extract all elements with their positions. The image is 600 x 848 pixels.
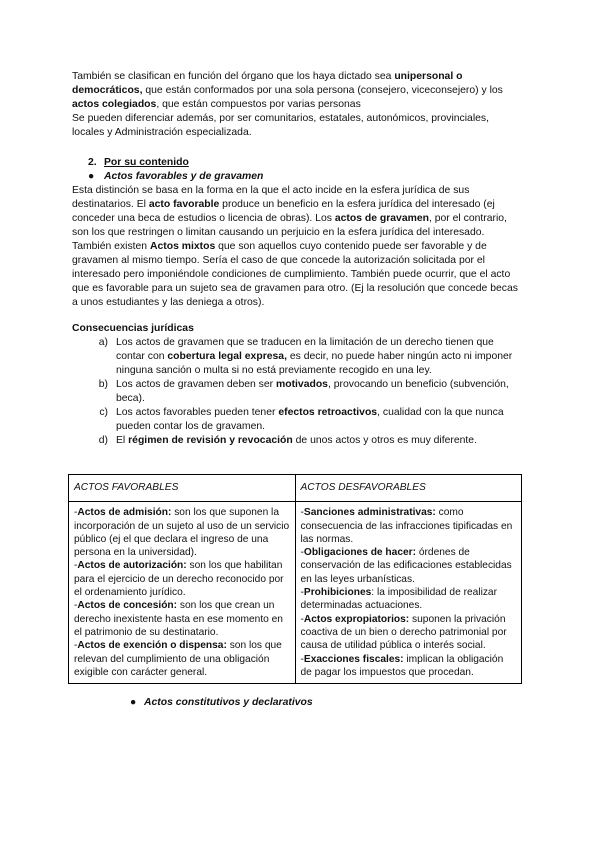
text-run: , por el contrario, son los que restringen o limitan causando un perjuicio en la esfera jurídica del interesado. También existen (72, 213, 507, 252)
consequences-heading: Consecuencias jurídicas (72, 323, 194, 334)
bold-term: actos colegiados (72, 99, 157, 110)
text-run: También se clasifican en función del órgano que los haya dictado sea (72, 71, 395, 82)
entry-text: implican la obligación de pagar los impuestos que procedan. (300, 653, 504, 678)
table-header-row (69, 475, 522, 502)
bottom-subsection-heading (72, 696, 522, 710)
entry-text: son los que crean un derecho inexistente hasta en ese momento en el patrimonio de su destinatario. (74, 600, 283, 638)
subsection-heading (72, 170, 522, 184)
table-entry: -Actos de admisión: son los que suponen la incorporación de un sujeto al uso de un servicio público (ej el que declara el ingreso de una persona en la universidad). (74, 507, 290, 559)
list-marker: c) (99, 407, 108, 418)
table-entry: -Obligaciones de hacer: órdenes de conservación de las edificaciones establecidas en las leyes urbanísticas. (300, 547, 512, 585)
entry-label: Actos expropiatorios: (303, 613, 410, 625)
entry-label: Actos de concesión: (77, 600, 178, 612)
section-paragraph (72, 184, 522, 310)
table-entry: -Actos expropiatorios: suponen la privación coactiva de un bien o derecho patrimonial por causa de utilidad pública o interés social. (300, 613, 507, 652)
entry-text: son los que suponen la incorporación de un sujeto al uso de un servicio público (ej el que declara el ingreso de una persona en la universidad). (74, 507, 290, 559)
text-run: Los actos de gravamen que se traducen en la limitación de un derecho tienen que contar con (116, 337, 494, 362)
entry-label: Actos de autorización: (77, 560, 187, 572)
table-header-desfavorables: ACTOS DESFAVORABLES (295, 475, 522, 502)
table-entry: -Actos de concesión: son los que crean un derecho inexistente hasta en ese momento en el patrimonio de su destinatario. (74, 600, 283, 638)
text-run: Los actos favorables pueden tener (116, 407, 279, 418)
text-run: El (116, 435, 129, 446)
bold-term: actos de gravamen (334, 213, 429, 224)
list-marker: d) (98, 435, 108, 446)
list-item (72, 434, 522, 448)
text-run: Esta distinción se basa en la forma en la que el acto incide en la esfera jurídica de sus destinatarios. El (72, 185, 470, 210)
entry-text: son los que relevan del cumplimiento de una obligación exigible con carácter general. (74, 640, 282, 678)
intro-paragraph-2: Se pueden diferenciar además, por ser comunitarios, estatales, autonómicos, provinciales, locales y Administración especializada. (72, 113, 490, 138)
list-item (72, 378, 522, 406)
entry-label: Actos de exención o dispensa: (77, 640, 227, 652)
table-entry: -Actos de autorización: son los que habilitan para el ejercicio de un derecho reconocido por el ordenamiento jurídico. (74, 560, 284, 599)
entry-label: Prohibiciones (303, 587, 372, 599)
list-marker: b) (98, 379, 108, 390)
desfavorables-cell (295, 502, 522, 684)
bold-term: unipersonal o democráticos, (72, 71, 463, 96)
entry-text: como consecuencia de las infracciones tipificadas en las normas. (300, 507, 513, 545)
bold-term: motivados (276, 379, 328, 390)
entry-text: : la imposibilidad de realizar determinadas actuaciones. (300, 587, 497, 612)
bold-term: Actos mixtos (149, 241, 216, 252)
bold-term: acto favorable (148, 199, 220, 210)
table-entry: -Actos de exención o dispensa: son los que relevan del cumplimiento de una obligación exigible con carácter general. (74, 640, 282, 678)
list-item (72, 336, 522, 378)
text-run: es decir, no puede haber ningún acto ni imponer ninguna sanción o multa si no está previamente recogido en una ley. (116, 351, 513, 376)
section-heading (72, 156, 522, 170)
table-entry: -Exacciones fiscales: implican la obligación de pagar los impuestos que procedan. (300, 653, 504, 678)
section-title: Por su contenido (104, 157, 189, 168)
text-run: , cualidad con la que nunca pueden contar los de gravamen. (116, 407, 504, 432)
text-run: Los actos de gravamen deben ser (116, 379, 276, 390)
entry-label: Actos de admisión: (77, 507, 172, 519)
document-page (72, 70, 522, 710)
entry-text: son los que habilitan para el ejercicio de un derecho reconocido por el ordenamiento jurídico. (74, 560, 284, 599)
entry-label: Sanciones administrativas: (303, 507, 436, 519)
table-header-favorables: ACTOS FAVORABLES (69, 475, 296, 502)
list-marker: a) (98, 337, 108, 348)
entry-text: suponen la privación coactiva de un bien o derecho patrimonial por causa de utilidad pública o interés social. (300, 613, 507, 652)
entry-label: Obligaciones de hacer: (303, 547, 417, 559)
text-run: , provocando un beneficio (subvención, beca). (116, 379, 509, 404)
table-row (69, 502, 522, 684)
consequences-list (72, 336, 522, 448)
entry-text: órdenes de conservación de las edificaciones establecidas en las leyes urbanísticas. (300, 547, 512, 585)
text-run: produce un beneficio en la esfera jurídica del interesado (ej conceder una beca de estudios o licencia de obras). Los (72, 199, 495, 224)
text-run: , que están compuestos por varias personas (156, 99, 361, 110)
text-run: de unos actos y otros es muy diferente. (292, 435, 477, 446)
bold-term: cobertura legal expresa, (167, 351, 287, 362)
subsection-title: Actos constitutivos y declarativos (144, 697, 313, 709)
text-run: que son aquellos cuyo contenido puede ser favorable y de gravamen al mismo tiempo. Sería el caso de que concede la autorización solicitada por el interesado pero imponiéndole condiciones de cumplimiento. También puede ocurrir, que el acto que es favorable para un sujeto sea de gravamen para otro. (Ej la resolución que concede becas a unos estudiantes y las deniega a otros). (72, 241, 518, 308)
table-entry: -Prohibiciones: la imposibilidad de realizar determinadas actuaciones. (300, 587, 497, 612)
bold-term: régimen de revisión y revocación (128, 435, 293, 446)
list-item (72, 406, 522, 434)
bullet-icon: ● (130, 697, 137, 709)
subsection-title: Actos favorables y de gravamen (104, 171, 264, 182)
favorables-cell (69, 502, 296, 684)
table-entry: -Sanciones administrativas: como consecuencia de las infracciones tipificadas en las normas. (300, 507, 513, 545)
entry-label: Exacciones fiscales: (303, 653, 404, 665)
intro-paragraph-1 (72, 70, 522, 112)
acts-comparison-table (68, 474, 522, 684)
bullet-icon: ● (88, 171, 95, 182)
section-number: 2. (88, 157, 97, 168)
text-run: que están conformados por una sola persona (consejero, viceconsejero) y los (142, 85, 503, 96)
bold-term: efectos retroactivos (278, 407, 378, 418)
